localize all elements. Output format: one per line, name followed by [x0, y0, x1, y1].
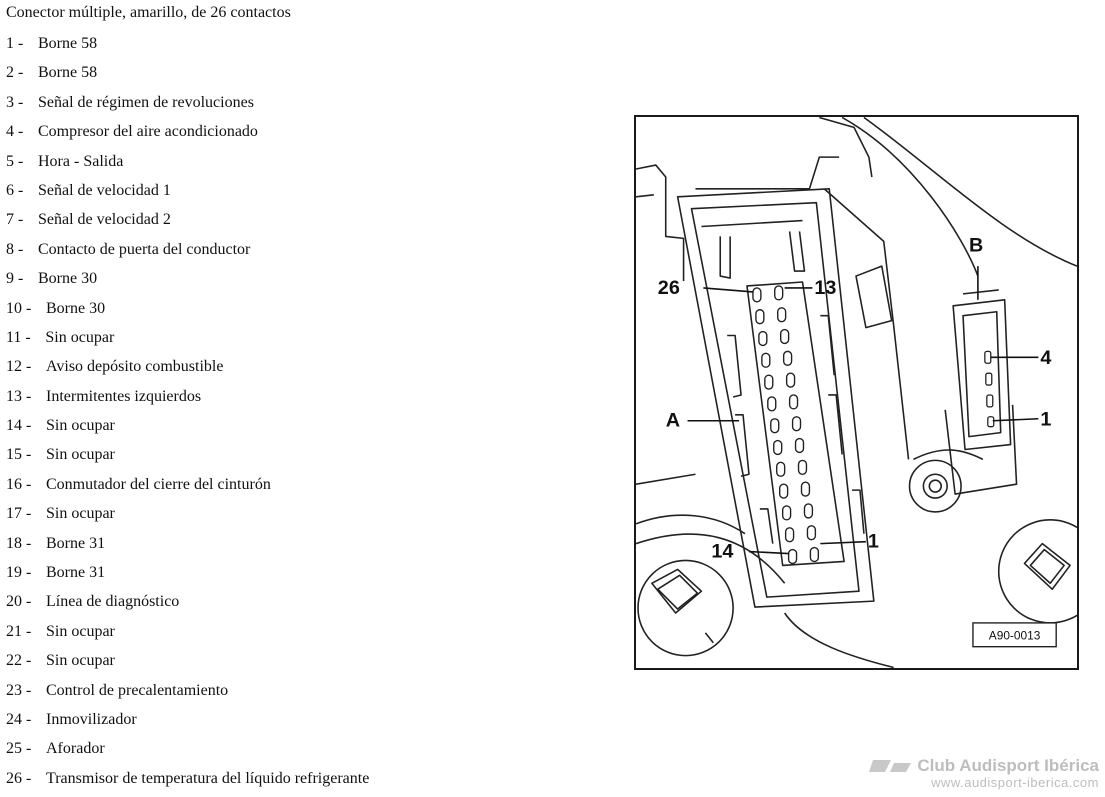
pin-number: 15	[6, 446, 22, 464]
pin-list-item	[6, 503, 369, 532]
pin-label: Transmisor de temperatura del líquido refrigerante	[46, 769, 370, 787]
housing-outline	[636, 117, 1077, 667]
pin-list-item	[6, 768, 369, 797]
pin-number: 4	[6, 123, 14, 141]
pin-number: 1	[6, 35, 14, 52]
pin-number: 7	[6, 211, 14, 229]
pin-list-item	[6, 386, 369, 415]
pin-label: Sin ocupar	[45, 328, 115, 346]
document-title: Conector múltiple, amarillo, de 26 contactos	[6, 4, 291, 21]
pin-list-item	[6, 298, 369, 327]
pin-number: 13	[6, 387, 22, 405]
pin-list-item	[6, 92, 369, 121]
pin-separator: -	[18, 211, 24, 229]
connector-drawing	[636, 117, 1077, 668]
figure-code: A90-0013	[988, 628, 1041, 643]
pin-list-item	[6, 415, 369, 444]
pin-list-item	[6, 650, 369, 679]
pin-separator: -	[18, 123, 24, 141]
callout-pin-1: 1	[867, 530, 879, 553]
pin-separator: -	[26, 475, 32, 493]
callout-b-pin-1: 1	[1040, 408, 1052, 431]
pin-label: Sin ocupar	[46, 417, 115, 435]
pin-number: 18	[6, 534, 22, 552]
pin-label: Sin ocupar	[46, 446, 115, 464]
pin-separator: -	[18, 181, 24, 199]
pin-number: 24	[6, 710, 22, 728]
pin-number: 23	[6, 681, 22, 699]
pin-label: Inmovilizador	[46, 710, 137, 728]
pin-number: 17	[6, 505, 22, 523]
pin-label: Borne 58	[38, 35, 98, 52]
pin-label: Sin ocupar	[46, 505, 115, 523]
watermark-url: www.audisport-iberica.com	[931, 775, 1099, 790]
callout-connector-a: A	[665, 409, 681, 432]
pin-number: 12	[6, 358, 22, 376]
pin-list-item	[6, 680, 369, 709]
pin-separator: -	[26, 769, 32, 787]
pin-separator: -	[26, 564, 32, 582]
pin-separator: -	[26, 505, 32, 523]
pin-separator: -	[26, 593, 32, 611]
pin-number: 21	[6, 622, 22, 640]
pin-list-item	[6, 151, 369, 180]
callout-pin-26: 26	[657, 276, 680, 299]
pin-list-item	[6, 709, 369, 738]
pin-list-item	[6, 591, 369, 620]
pin-number: 10	[6, 299, 22, 317]
pin-number: 2	[6, 64, 14, 82]
pin-label: Intermitentes izquierdos	[46, 387, 202, 405]
pin-label: Borne 31	[46, 564, 106, 582]
pin-separator: -	[26, 358, 32, 376]
pin-list-item	[6, 356, 369, 385]
pin-separator: -	[18, 240, 24, 258]
pin-separator: -	[26, 740, 32, 758]
pin-list-item	[6, 62, 369, 91]
pin-row-right	[775, 286, 819, 562]
pin-separator: -	[18, 35, 24, 52]
pin-row-left	[753, 288, 797, 564]
pin-list-item	[6, 621, 369, 650]
pin-separator: -	[18, 93, 24, 111]
pin-list-item	[6, 121, 369, 150]
pin-label: Contacto de puerta del conductor	[38, 240, 251, 258]
pin-number: 14	[6, 417, 22, 435]
pin-separator: -	[26, 622, 32, 640]
pin-assignment-list	[6, 33, 369, 797]
callout-b-pin-4: 4	[1040, 347, 1052, 370]
pin-number: 16	[6, 475, 22, 493]
pin-list-item	[6, 327, 369, 356]
pin-label: Control de precalentamiento	[46, 681, 229, 699]
pin-label: Borne 31	[46, 534, 106, 552]
pin-number: 6	[6, 181, 14, 199]
pin-number: 25	[6, 740, 22, 758]
pin-separator: -	[26, 417, 32, 435]
pin-separator: -	[26, 534, 32, 552]
pin-number: 20	[6, 593, 22, 611]
pin-label: Borne 58	[38, 64, 98, 82]
pin-list-item	[6, 33, 369, 62]
watermark-name: Club Audisport Ibérica	[917, 756, 1099, 775]
pin-list-item	[6, 474, 369, 503]
pin-label: Borne 30	[38, 270, 98, 288]
pin-separator: -	[26, 681, 32, 699]
pin-number: 3	[6, 93, 14, 111]
pin-label: Aforador	[46, 740, 105, 758]
club-logo-icon	[869, 759, 911, 773]
pin-list-item	[6, 562, 369, 591]
pin-label: Señal de velocidad 2	[38, 211, 171, 229]
pin-separator: -	[26, 652, 32, 670]
pin-separator: -	[25, 328, 31, 346]
pin-number: 19	[6, 564, 22, 582]
pin-separator: -	[26, 387, 32, 405]
pin-list-item	[6, 738, 369, 767]
pin-separator: -	[18, 270, 24, 288]
pin-number: 11	[6, 328, 22, 346]
pin-separator: -	[26, 299, 32, 317]
connector-diagram	[634, 115, 1079, 670]
callout-pin-13: 13	[814, 276, 837, 299]
pin-number: 5	[6, 152, 14, 170]
callout-connector-b: B	[968, 234, 984, 257]
pin-label: Conmutador del cierre del cinturón	[46, 475, 271, 493]
pin-label: Línea de diagnóstico	[46, 593, 180, 611]
pin-number: 8	[6, 240, 14, 258]
pin-list-item	[6, 209, 369, 238]
pin-label: Señal de velocidad 1	[38, 181, 171, 199]
pin-separator: -	[26, 710, 32, 728]
pin-list-item	[6, 268, 369, 297]
pin-label: Borne 30	[46, 299, 106, 317]
pin-label: Sin ocupar	[46, 622, 115, 640]
pin-number: 22	[6, 652, 22, 670]
pin-separator: -	[18, 64, 24, 82]
pin-label: Sin ocupar	[46, 652, 115, 670]
pin-list-item	[6, 239, 369, 268]
pin-separator: -	[26, 446, 32, 464]
pin-list-item	[6, 444, 369, 473]
pin-label: Compresor del aire acondicionado	[38, 123, 258, 141]
pin-number: 9	[6, 270, 14, 288]
pin-list-item	[6, 180, 369, 209]
callout-pin-14: 14	[711, 540, 734, 563]
pin-list-item	[6, 533, 369, 562]
pin-label: Hora - Salida	[38, 152, 124, 170]
watermark	[869, 756, 1099, 790]
connector-b-pins	[985, 351, 994, 426]
pin-label: Aviso depósito combustible	[46, 358, 224, 376]
pin-separator: -	[18, 152, 24, 170]
pin-label: Señal de régimen de revoluciones	[38, 93, 254, 111]
pin-number: 26	[6, 769, 22, 787]
